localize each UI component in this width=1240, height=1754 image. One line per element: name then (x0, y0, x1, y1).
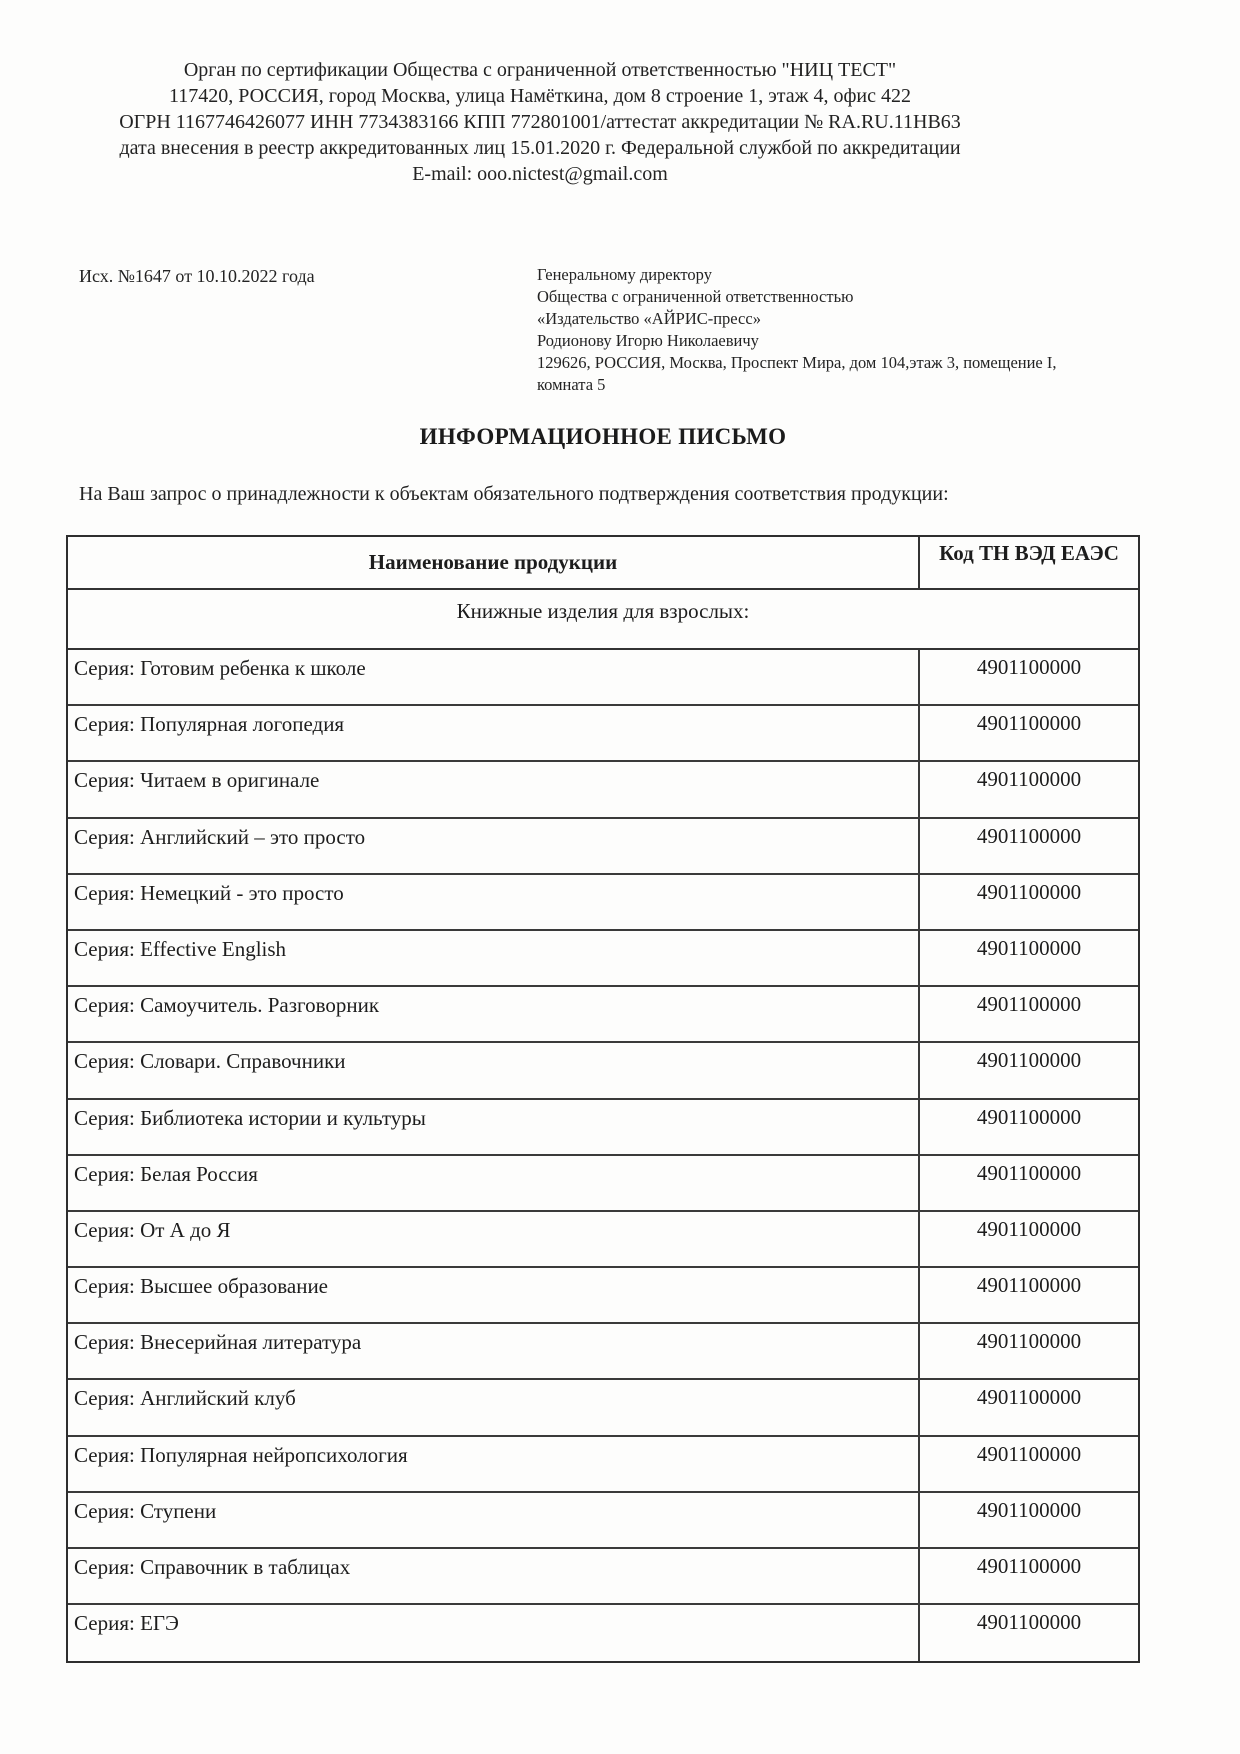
product-name-cell: Серия: ЕГЭ (68, 1605, 920, 1661)
table-row (68, 987, 1138, 1043)
product-name-cell: Серия: Ступени (68, 1493, 920, 1547)
table-body (68, 650, 1138, 1661)
addressee-room-line: комната 5 (537, 374, 606, 394)
product-name-cell: Серия: Словари. Справочники (68, 1043, 920, 1097)
tnved-code-cell: 4901100000 (976, 1441, 1082, 1466)
table-row (68, 1549, 1138, 1605)
certifier-registration-line: ОГРН 1167746426077 ИНН 7734383166 КПП 772801001/аттестат аккредитации № RA.RU.11НВ63 (119, 111, 961, 133)
table-row (68, 1212, 1138, 1268)
product-name-cell: Серия: Справочник в таблицах (68, 1549, 920, 1603)
table-row (68, 1100, 1138, 1156)
table-row (68, 1437, 1138, 1493)
product-name-cell: Серия: Библиотека истории и культуры (68, 1100, 920, 1154)
certification-body-header (60, 57, 1020, 187)
certifier-name-line: Орган по сертификации Общества с ограниченной ответственностью "НИЦ ТЕСТ" (183, 59, 897, 81)
addressee-address-line: 129626, РОССИЯ, Москва, Проспект Мира, дом 104,этаж 3, помещение I, (537, 352, 1057, 372)
table-row (68, 650, 1138, 706)
certifier-accreditation-line: дата внесения в реестр аккредитованных лиц 15.01.2020 г. Федеральной службой по аккредитации (119, 137, 961, 159)
outgoing-reference: Исх. №1647 от 10.10.2022 года (79, 266, 315, 286)
tnved-code-cell: 4901100000 (976, 1273, 1082, 1298)
tnved-code-cell: 4901100000 (976, 1048, 1082, 1073)
table-row (68, 762, 1138, 818)
tnved-code-cell: 4901100000 (976, 879, 1082, 904)
addressee-company-line: Общества с ограниченной ответственностью (537, 286, 854, 306)
tnved-code-cell: 4901100000 (976, 1160, 1082, 1185)
tnved-code-cell: 4901100000 (976, 711, 1082, 736)
product-name-cell: Серия: Популярная логопедия (68, 706, 920, 760)
product-name-cell: Серия: Внесерийная литература (68, 1324, 920, 1378)
table-row (68, 1043, 1138, 1099)
product-name-cell: Серия: Читаем в оригинале (68, 762, 920, 816)
table-row (68, 1493, 1138, 1549)
tnved-code-cell: 4901100000 (976, 823, 1082, 848)
tnved-code-cell: 4901100000 (976, 1104, 1082, 1129)
certifier-address-line: 117420, РОССИЯ, город Москва, улица Намёткина, дом 8 строение 1, этаж 4, офис 422 (168, 85, 911, 107)
table-header-row (68, 537, 1138, 590)
tnved-code-cell: 4901100000 (976, 1554, 1082, 1578)
addressee-person-line: Родионову Игорю Николаевичу (537, 330, 759, 350)
certifier-email-line: E-mail: ooo.nictest@gmail.com (412, 163, 668, 185)
addressee-block (537, 264, 1097, 395)
tnved-code-cell: 4901100000 (976, 1216, 1082, 1241)
table-row (68, 1156, 1138, 1212)
product-name-cell: Серия: Немецкий - это просто (68, 875, 920, 929)
table-row (68, 706, 1138, 762)
product-name-cell: Серия: Английский клуб (68, 1380, 920, 1434)
addressee-publisher-line: «Издательство «АЙРИС-пресс» (537, 308, 761, 328)
table-row (68, 819, 1138, 875)
tnved-code-cell: 4901100000 (976, 1385, 1082, 1410)
product-name-cell: Серия: Высшее образование (68, 1268, 920, 1322)
product-name-cell: Серия: Белая Россия (68, 1156, 920, 1210)
tnved-code-cell: 4901100000 (976, 655, 1082, 679)
table-section-row: Книжные изделия для взрослых: (68, 590, 1138, 650)
tnved-code-cell: 4901100000 (976, 935, 1082, 960)
table-row (68, 1380, 1138, 1436)
tnved-code-cell: 4901100000 (976, 767, 1082, 792)
tnved-code-cell: 4901100000 (976, 1497, 1082, 1522)
tnved-code-cell: 4901100000 (976, 1329, 1082, 1354)
addressee-position-line: Генеральному директору (537, 265, 712, 284)
table-row (68, 1324, 1138, 1380)
product-name-cell: Серия: Готовим ребенка к школе (68, 650, 920, 704)
product-name-cell: Серия: Самоучитель. Разговорник (68, 987, 920, 1041)
table-row (68, 875, 1138, 931)
tnved-code-cell: 4901100000 (976, 992, 1082, 1017)
product-name-header: Наименование продукции (68, 537, 920, 588)
tnved-code-cell: 4901100000 (976, 1610, 1082, 1635)
product-name-cell: Серия: Английский – это просто (68, 819, 920, 873)
table-row (68, 1605, 1138, 1661)
product-name-cell: Серия: Популярная нейропсихология (68, 1437, 920, 1491)
table-row (68, 1268, 1138, 1324)
document-title: ИНФОРМАЦИОННОЕ ПИСЬМО (419, 424, 787, 449)
intro-paragraph: На Ваш запрос о принадлежности к объектам обязательного подтверждения соответствия продукции: (79, 483, 949, 505)
product-code-table (66, 535, 1140, 1663)
product-name-cell: Серия: От А до Я (68, 1212, 920, 1266)
product-name-cell: Серия: Effective English (68, 931, 920, 985)
tnved-code-header: Код ТН ВЭД ЕАЭС (939, 541, 1119, 565)
table-row (68, 931, 1138, 987)
